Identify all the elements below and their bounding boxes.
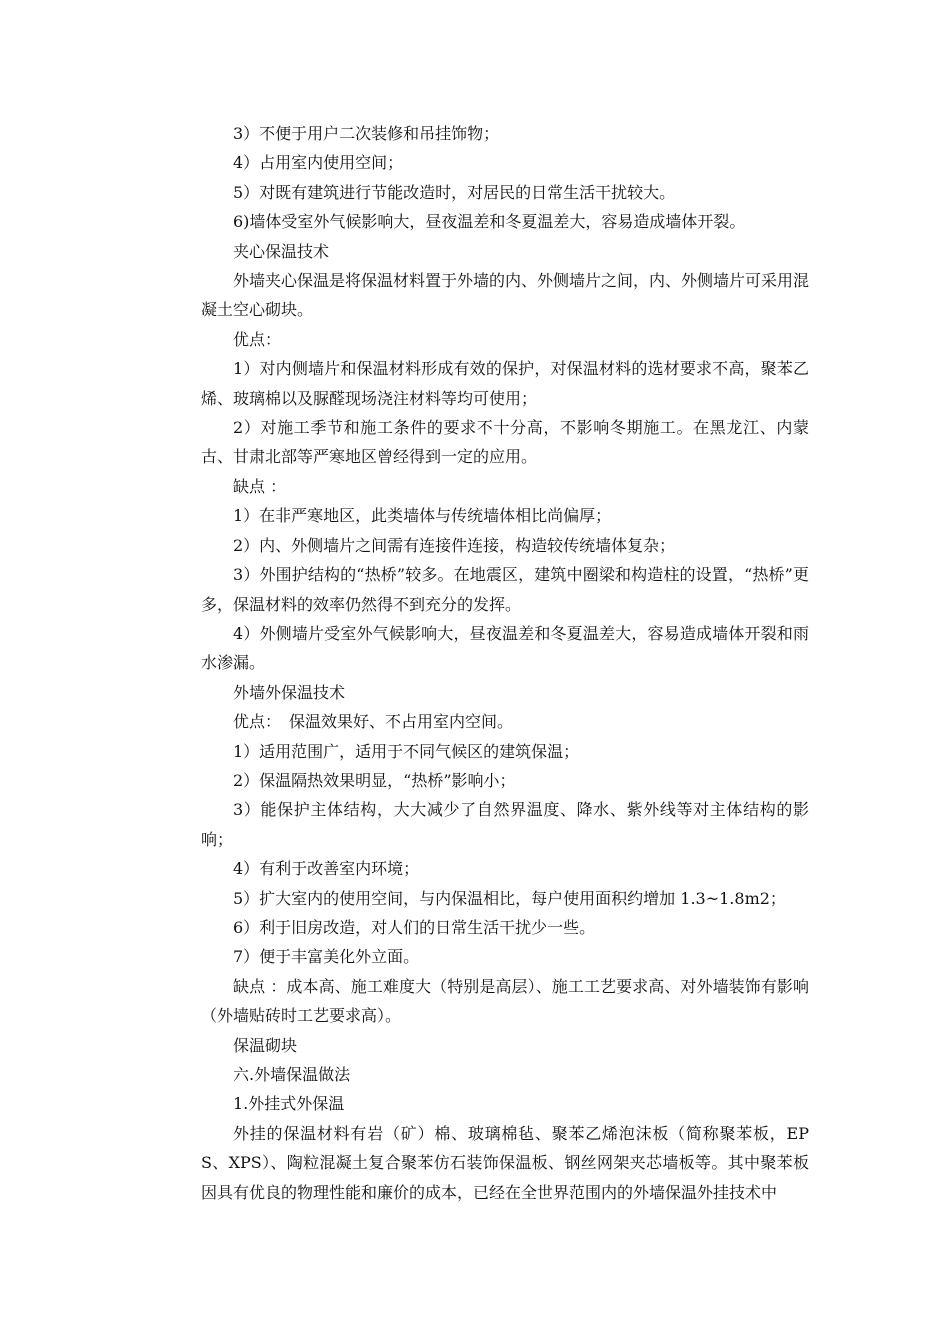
list-item: 7）便于丰富美化外立面。 xyxy=(233,947,420,967)
section-heading-blocks: 保温砌块 xyxy=(233,1035,298,1055)
list-item-3: 3）不便于用户二次装修和吊挂饰物； xyxy=(233,124,500,143)
list-item: 3）能保护主体结构，大大减少了自然界温度、降水、紫外线等对主体结构的影响； xyxy=(201,800,809,849)
list-item-6: 6)墙体受室外气候影响大，昼夜温差和冬夏温差大，容易造成墙体开裂。 xyxy=(233,212,746,232)
list-item: 1）适用范围广，适用于不同气候区的建筑保温； xyxy=(233,741,580,761)
list-item: 4）有利于改善室内环境； xyxy=(233,859,420,879)
list-item: 2）对施工季节和施工条件的要求不十分高，不影响冬期施工。在黑龙江、内蒙古、甘肃北部等严寒地区曾经得到一定的应用。 xyxy=(201,418,809,467)
list-item-5: 5）对既有建筑进行节能改造时，对居民的日常生活干扰较大。 xyxy=(233,182,676,202)
list-item: 3）外围护结构的“热桥”较多。在地震区，建筑中圈梁和构造柱的设置，“热桥”更多，保温材料的效率仍然得不到充分的发挥。 xyxy=(201,565,809,614)
list-item: 4）外侧墙片受室外气候影响大，昼夜温差和冬夏温差大，容易造成墙体开裂和雨水渗漏。 xyxy=(201,623,809,673)
body-paragraph: 外墙夹心保温是将保温材料置于外墙的内、外侧墙片之间，内、外侧墙片可采用混凝土空心砌块。 xyxy=(201,271,810,320)
section-heading-sandwich: 夹心保温技术 xyxy=(233,241,330,261)
list-item: 6）利于旧房改造，对人们的日常生活干扰少一些。 xyxy=(233,917,596,937)
subheading-advantages: 优点： xyxy=(233,329,282,349)
list-item: 1）在非严寒地区，此类墙体与传统墙体相比尚偏厚； xyxy=(233,506,612,526)
subsection-heading: 1.外挂式外保温 xyxy=(233,1094,345,1114)
list-item: 5）扩大室内的使用空间，与内保温相比，每户使用面积约增加 1.3~1.8m2； xyxy=(233,888,786,908)
document-page xyxy=(201,119,809,1207)
body-paragraph: 外挂的保温材料有岩（矿）棉、玻璃棉毡、聚苯乙烯泡沫板（简称聚苯板，EPS、XPS）、陶粒混凝土复合聚苯仿石装饰保温板、钢丝网架夹芯墙板等。其中聚苯板因具有优良的物理性能和廉价的成本，已经在全世界范围内的外墙保温外挂技术中 xyxy=(201,1123,809,1202)
list-item-4: 4）占用室内使用空间； xyxy=(233,153,404,173)
list-item: 2）保温隔热效果明显，“热桥”影响小； xyxy=(233,770,516,790)
subheading-disadvantages: 缺点 ： xyxy=(233,476,287,496)
list-item: 1）对内侧墙片和保温材料形成有效的保护，对保温材料的选材要求不高，聚苯乙烯、玻璃棉以及脲醛现场浇注材料等均可使用； xyxy=(201,359,809,408)
section-heading-external: 外墙外保温技术 xyxy=(233,682,346,702)
section-heading-methods: 六.外墙保温做法 xyxy=(233,1065,351,1084)
list-item: 2）内、外侧墙片之间需有连接件连接，构造较传统墙体复杂； xyxy=(233,535,676,555)
subheading-disadvantages: 缺点 ：成本高、施工难度大（特别是高层）、施工工艺要求高、对外墙装饰有影响（外墙贴砖时工艺要求高）。 xyxy=(201,976,809,1026)
subheading-advantages: 优点： 保温效果好、不占用室内空间。 xyxy=(233,712,514,732)
